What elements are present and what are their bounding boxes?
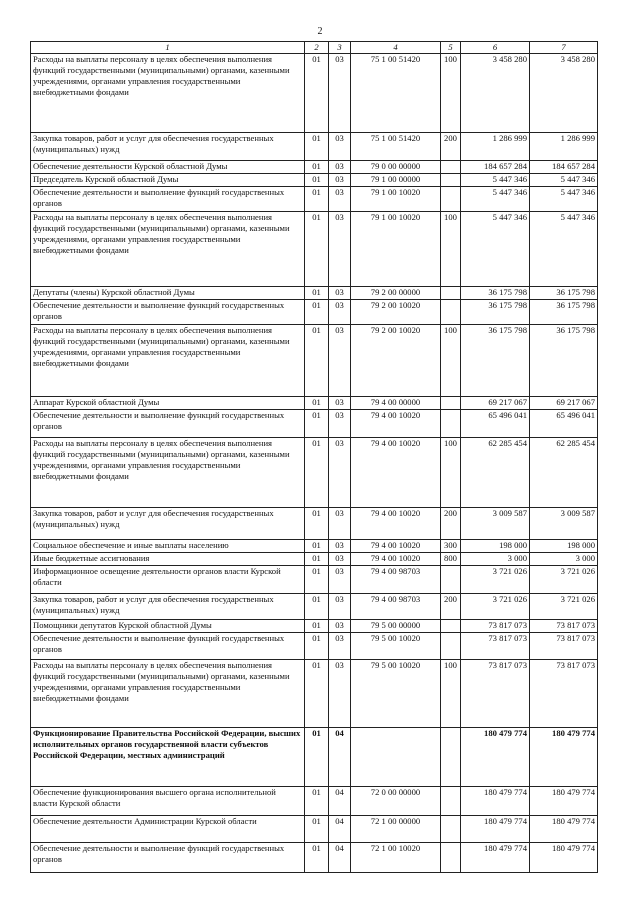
header-col-7: 7 — [530, 42, 598, 54]
row-target-article: 79 4 00 00000 — [351, 397, 441, 410]
row-subsection: 04 — [329, 787, 351, 816]
row-subsection: 03 — [329, 620, 351, 633]
row-section: 01 — [305, 212, 329, 287]
row-amount-1: 184 657 284 — [461, 161, 530, 174]
row-subsection: 03 — [329, 54, 351, 133]
row-expense-type — [441, 397, 461, 410]
row-name: Обеспечение деятельности и выполнение функций государственных органов — [31, 187, 305, 212]
row-expense-type: 800 — [441, 553, 461, 566]
table-row — [31, 325, 598, 397]
row-target-article: 79 2 00 10020 — [351, 325, 441, 397]
row-section: 01 — [305, 187, 329, 212]
row-name: Расходы на выплаты персоналу в целях обеспечения выполнения функций государственными (муниципальными) органами, казенными учреждениями, органами управления государственными внебюджетными фондами — [31, 660, 305, 728]
row-amount-1: 3 458 280 — [461, 54, 530, 133]
row-target-article: 72 1 00 10020 — [351, 843, 441, 873]
table-row — [31, 660, 598, 728]
row-expense-type: 300 — [441, 540, 461, 553]
table-row — [31, 161, 598, 174]
row-expense-type — [441, 161, 461, 174]
row-amount-1: 3 000 — [461, 553, 530, 566]
row-section: 01 — [305, 508, 329, 540]
row-amount-1: 69 217 067 — [461, 397, 530, 410]
row-amount-2: 180 479 774 — [530, 843, 598, 873]
row-amount-2: 3 458 280 — [530, 54, 598, 133]
row-expense-type — [441, 787, 461, 816]
row-target-article: 79 5 00 10020 — [351, 660, 441, 728]
row-subsection: 04 — [329, 843, 351, 873]
row-expense-type — [441, 410, 461, 438]
row-expense-type: 200 — [441, 508, 461, 540]
row-subsection: 03 — [329, 287, 351, 300]
row-target-article: 72 0 00 00000 — [351, 787, 441, 816]
row-amount-2: 180 479 774 — [530, 787, 598, 816]
row-target-article: 79 1 00 10020 — [351, 212, 441, 287]
table-row — [31, 133, 598, 161]
row-name: Иные бюджетные ассигнования — [31, 553, 305, 566]
row-subsection: 03 — [329, 161, 351, 174]
row-amount-2: 1 286 999 — [530, 133, 598, 161]
row-target-article: 75 1 00 51420 — [351, 133, 441, 161]
row-section: 01 — [305, 397, 329, 410]
row-subsection: 03 — [329, 540, 351, 553]
header-col-6: 6 — [461, 42, 530, 54]
row-amount-1: 198 000 — [461, 540, 530, 553]
row-name: Расходы на выплаты персоналу в целях обеспечения выполнения функций государственными (муниципальными) органами, казенными учреждениями, органами управления государственными внебюджетными фондами — [31, 438, 305, 508]
table-row — [31, 843, 598, 873]
row-section: 01 — [305, 728, 329, 787]
row-name: Обеспечение деятельности и выполнение функций государственных органов — [31, 410, 305, 438]
row-target-article: 79 1 00 00000 — [351, 174, 441, 187]
table-row — [31, 397, 598, 410]
header-row — [31, 42, 598, 54]
row-expense-type: 100 — [441, 54, 461, 133]
row-amount-1: 180 479 774 — [461, 728, 530, 787]
row-amount-2: 3 009 587 — [530, 508, 598, 540]
row-section: 01 — [305, 594, 329, 620]
row-subsection: 03 — [329, 410, 351, 438]
row-subsection: 03 — [329, 187, 351, 212]
row-name: Обеспечение деятельности Курской областной Думы — [31, 161, 305, 174]
row-section: 01 — [305, 816, 329, 843]
row-amount-1: 36 175 798 — [461, 287, 530, 300]
row-target-article: 79 2 00 00000 — [351, 287, 441, 300]
row-section: 01 — [305, 54, 329, 133]
row-section: 01 — [305, 325, 329, 397]
row-name: Закупка товаров, работ и услуг для обеспечения государственных (муниципальных) нужд — [31, 508, 305, 540]
row-name: Депутаты (члены) Курской областной Думы — [31, 287, 305, 300]
row-name: Председатель Курской областной Думы — [31, 174, 305, 187]
row-amount-2: 5 447 346 — [530, 174, 598, 187]
row-target-article: 79 5 00 10020 — [351, 633, 441, 660]
row-amount-1: 5 447 346 — [461, 187, 530, 212]
table-row — [31, 54, 598, 133]
row-subsection: 03 — [329, 508, 351, 540]
row-target-article: 79 4 00 98703 — [351, 594, 441, 620]
row-section: 01 — [305, 300, 329, 325]
header-col-1: 1 — [31, 42, 305, 54]
row-section: 01 — [305, 161, 329, 174]
row-target-article: 79 4 00 98703 — [351, 566, 441, 594]
row-section: 01 — [305, 633, 329, 660]
row-expense-type: 100 — [441, 438, 461, 508]
row-expense-type — [441, 816, 461, 843]
row-section: 01 — [305, 843, 329, 873]
header-col-4: 4 — [351, 42, 441, 54]
row-subsection: 03 — [329, 553, 351, 566]
row-subsection: 03 — [329, 325, 351, 397]
table-row — [31, 633, 598, 660]
row-target-article: 79 4 00 10020 — [351, 553, 441, 566]
row-expense-type — [441, 287, 461, 300]
row-amount-2: 73 817 073 — [530, 660, 598, 728]
row-section: 01 — [305, 660, 329, 728]
table-row — [31, 540, 598, 553]
row-section: 01 — [305, 133, 329, 161]
row-expense-type — [441, 300, 461, 325]
row-section: 01 — [305, 540, 329, 553]
row-amount-1: 5 447 346 — [461, 174, 530, 187]
row-amount-2: 198 000 — [530, 540, 598, 553]
row-expense-type — [441, 633, 461, 660]
row-expense-type: 200 — [441, 133, 461, 161]
row-expense-type — [441, 843, 461, 873]
row-expense-type — [441, 174, 461, 187]
table-row — [31, 287, 598, 300]
row-name: Социальное обеспечение и иные выплаты населению — [31, 540, 305, 553]
row-amount-1: 3 721 026 — [461, 594, 530, 620]
row-amount-2: 36 175 798 — [530, 325, 598, 397]
row-name: Обеспечение деятельности и выполнение функций государственных органов — [31, 633, 305, 660]
row-section: 01 — [305, 787, 329, 816]
row-target-article: 79 4 00 10020 — [351, 508, 441, 540]
row-section: 01 — [305, 438, 329, 508]
row-amount-2: 73 817 073 — [530, 620, 598, 633]
row-expense-type: 100 — [441, 660, 461, 728]
table-row — [31, 787, 598, 816]
row-subsection: 03 — [329, 566, 351, 594]
row-amount-2: 73 817 073 — [530, 633, 598, 660]
row-subsection: 03 — [329, 397, 351, 410]
table-row — [31, 174, 598, 187]
row-expense-type: 100 — [441, 325, 461, 397]
row-expense-type — [441, 728, 461, 787]
table-row — [31, 816, 598, 843]
table-row — [31, 438, 598, 508]
row-section: 01 — [305, 174, 329, 187]
row-amount-1: 73 817 073 — [461, 620, 530, 633]
row-subsection: 03 — [329, 633, 351, 660]
row-amount-1: 180 479 774 — [461, 787, 530, 816]
row-expense-type — [441, 566, 461, 594]
row-target-article: 79 1 00 10020 — [351, 187, 441, 212]
row-amount-1: 3 721 026 — [461, 566, 530, 594]
row-target-article: 79 0 00 00000 — [351, 161, 441, 174]
row-name: Помощники депутатов Курской областной Думы — [31, 620, 305, 633]
table-row — [31, 620, 598, 633]
row-target-article: 79 5 00 00000 — [351, 620, 441, 633]
row-amount-2: 184 657 284 — [530, 161, 598, 174]
row-amount-1: 5 447 346 — [461, 212, 530, 287]
row-target-article: 79 2 00 10020 — [351, 300, 441, 325]
row-expense-type — [441, 187, 461, 212]
row-name: Расходы на выплаты персоналу в целях обеспечения выполнения функций государственными (муниципальными) органами, казенными учреждениями, органами управления государственными внебюджетными фондами — [31, 54, 305, 133]
row-target-article: 79 4 00 10020 — [351, 540, 441, 553]
row-amount-2: 3 721 026 — [530, 566, 598, 594]
row-amount-1: 36 175 798 — [461, 300, 530, 325]
page-number: 2 — [317, 26, 323, 37]
table-row — [31, 566, 598, 594]
row-subsection: 03 — [329, 594, 351, 620]
row-name: Аппарат Курской областной Думы — [31, 397, 305, 410]
row-name: Обеспечение деятельности и выполнение функций государственных органов — [31, 843, 305, 873]
row-section: 01 — [305, 553, 329, 566]
row-target-article: 79 4 00 10020 — [351, 438, 441, 508]
table-row — [31, 212, 598, 287]
header-col-2: 2 — [305, 42, 329, 54]
row-amount-2: 62 285 454 — [530, 438, 598, 508]
row-subsection: 03 — [329, 660, 351, 728]
row-name: Расходы на выплаты персоналу в целях обеспечения выполнения функций государственными (муниципальными) органами, казенными учреждениями, органами управления государственными внебюджетными фондами — [31, 325, 305, 397]
table-row — [31, 300, 598, 325]
row-amount-2: 69 217 067 — [530, 397, 598, 410]
row-amount-2: 36 175 798 — [530, 287, 598, 300]
row-target-article: 72 1 00 00000 — [351, 816, 441, 843]
row-name: Функционирование Правительства Российской Федерации, высших исполнительных органов государственной власти субъектов Российской Федерации, местных администраций — [31, 728, 305, 787]
header-col-5: 5 — [441, 42, 461, 54]
row-subsection: 03 — [329, 300, 351, 325]
row-amount-2: 36 175 798 — [530, 300, 598, 325]
row-amount-2: 180 479 774 — [530, 816, 598, 843]
row-name: Расходы на выплаты персоналу в целях обеспечения выполнения функций государственными (муниципальными) органами, казенными учреждениями, органами управления государственными внебюджетными фондами — [31, 212, 305, 287]
row-subsection: 03 — [329, 174, 351, 187]
row-amount-1: 3 009 587 — [461, 508, 530, 540]
row-name: Обеспечение деятельности Администрации Курской области — [31, 816, 305, 843]
row-name: Закупка товаров, работ и услуг для обеспечения государственных (муниципальных) нужд — [31, 133, 305, 161]
table-row — [31, 728, 598, 787]
table-row — [31, 410, 598, 438]
row-amount-1: 73 817 073 — [461, 633, 530, 660]
row-subsection: 04 — [329, 816, 351, 843]
row-subsection: 03 — [329, 438, 351, 508]
row-name: Закупка товаров, работ и услуг для обеспечения государственных (муниципальных) нужд — [31, 594, 305, 620]
row-name: Обеспечение деятельности и выполнение функций государственных органов — [31, 300, 305, 325]
table-row — [31, 187, 598, 212]
row-amount-1: 1 286 999 — [461, 133, 530, 161]
row-name: Информационное освещение деятельности органов власти Курской области — [31, 566, 305, 594]
row-amount-2: 65 496 041 — [530, 410, 598, 438]
row-subsection: 03 — [329, 212, 351, 287]
row-target-article — [351, 728, 441, 787]
row-section: 01 — [305, 410, 329, 438]
table-row — [31, 594, 598, 620]
row-section: 01 — [305, 287, 329, 300]
row-section: 01 — [305, 566, 329, 594]
row-expense-type: 100 — [441, 212, 461, 287]
row-amount-1: 180 479 774 — [461, 843, 530, 873]
row-amount-1: 73 817 073 — [461, 660, 530, 728]
row-expense-type — [441, 620, 461, 633]
row-amount-2: 5 447 346 — [530, 212, 598, 287]
row-amount-2: 3 000 — [530, 553, 598, 566]
row-section: 01 — [305, 620, 329, 633]
row-amount-1: 65 496 041 — [461, 410, 530, 438]
row-amount-1: 180 479 774 — [461, 816, 530, 843]
row-target-article: 79 4 00 10020 — [351, 410, 441, 438]
header-col-3: 3 — [329, 42, 351, 54]
row-subsection: 04 — [329, 728, 351, 787]
budget-table — [30, 41, 598, 873]
row-name: Обеспечение функционирования высшего органа исполнительной власти Курской области — [31, 787, 305, 816]
row-amount-1: 36 175 798 — [461, 325, 530, 397]
table-row — [31, 553, 598, 566]
row-amount-1: 62 285 454 — [461, 438, 530, 508]
row-target-article: 75 1 00 51420 — [351, 54, 441, 133]
row-expense-type: 200 — [441, 594, 461, 620]
row-amount-2: 3 721 026 — [530, 594, 598, 620]
table-row — [31, 508, 598, 540]
row-subsection: 03 — [329, 133, 351, 161]
row-amount-2: 5 447 346 — [530, 187, 598, 212]
row-amount-2: 180 479 774 — [530, 728, 598, 787]
